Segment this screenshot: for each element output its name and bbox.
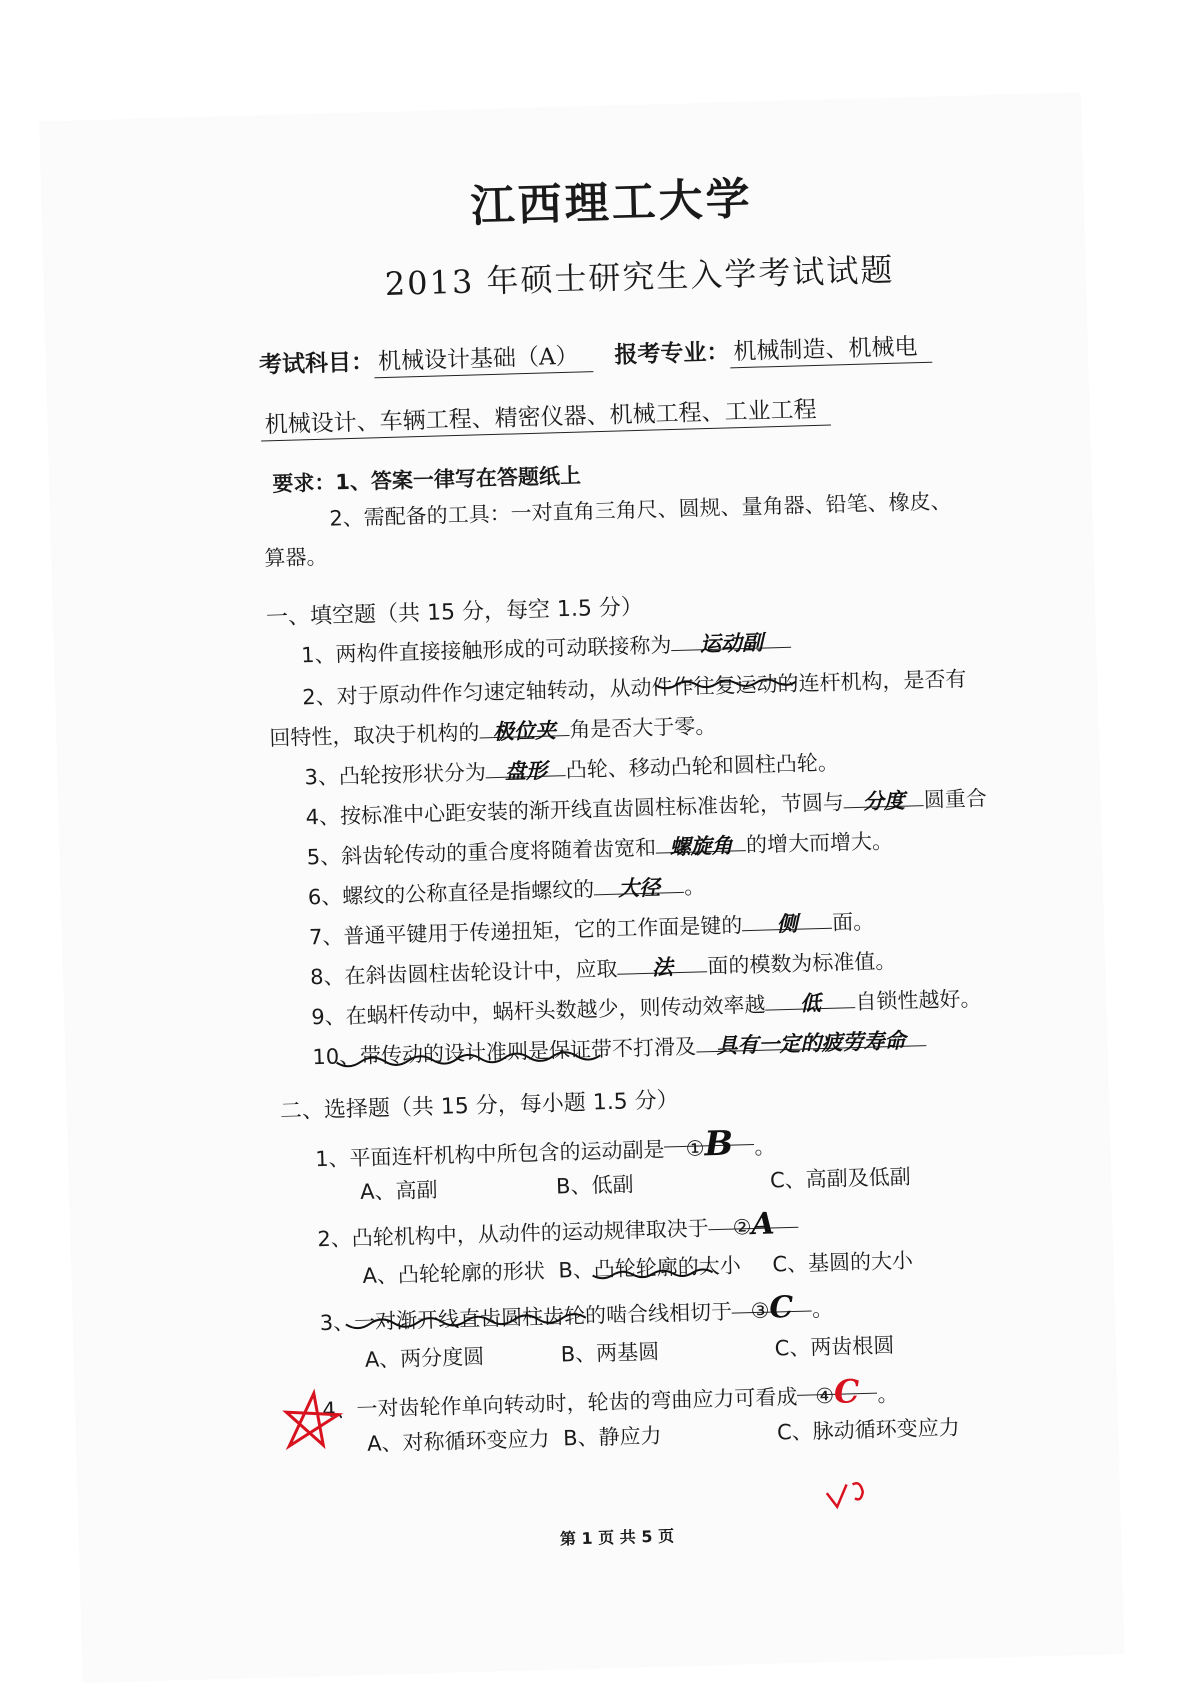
fill-question-5 [306, 825, 893, 871]
fill-question-8 [310, 945, 897, 991]
choice-tail: 。 [877, 1382, 899, 1407]
choice-tail: 。 [811, 1296, 834, 1322]
fill-question-text: 面。 [831, 909, 875, 935]
choice-blank [664, 1123, 755, 1165]
choice-question-3 [319, 1289, 833, 1337]
section1-heading: 一、填空题（共 15 分，每空 1.5 分） [265, 594, 644, 631]
choice-number: ① [685, 1136, 705, 1161]
section2-heading: 二、选择题（共 15 分，每小题 1.5 分） [279, 1088, 680, 1125]
choice-answer: B [703, 1123, 734, 1165]
fill-answer: 运动副 [671, 626, 792, 651]
fill-question-1 [301, 626, 792, 670]
choice-4-option-c: C、脉动循环变应力 [776, 1415, 961, 1445]
fill-question-text: 凸轮、移动凸轮和圆柱凸轮。 [565, 750, 840, 783]
choice-3-option-c: C、两齿根圆 [774, 1333, 895, 1361]
choice-stem: 2、凸轮机构中，从动件的运动规律取决于 [317, 1216, 710, 1252]
major-label: 报考专业： [614, 338, 730, 369]
fill-question-2 [302, 663, 967, 712]
fill-question-text: 。 [683, 874, 706, 899]
exam-page [40, 93, 1123, 1681]
choice-number: ③ [750, 1298, 770, 1324]
requirement-3: 算器。 [264, 544, 328, 571]
fill-question-text: 9、在蜗杆传动中，蜗杆头数越少，则传动效率越 [310, 992, 766, 1030]
choice-1-option-c: C、高副及低副 [769, 1164, 911, 1193]
fill-question-6 [307, 870, 705, 911]
choice-1-option-a: A、高副 [359, 1177, 438, 1204]
fill-answer: 法 [617, 950, 708, 975]
fill-answer: 分度 [843, 784, 924, 808]
choice-3-option-b: B、两基圆 [560, 1339, 660, 1367]
choice-blank [708, 1206, 799, 1243]
fill-answer: 螺旋角 [656, 829, 747, 854]
choice-answer: A [750, 1206, 776, 1243]
requirement-1: 要求：1、答案一律写在答题纸上 [272, 463, 582, 497]
choice-answer: C [833, 1372, 860, 1411]
page-number: 第 1 页 共 5 页 [559, 1526, 675, 1549]
fill-question-text: 自锁性越好。 [855, 986, 982, 1015]
university-title: 江西理工大学 [470, 173, 754, 233]
fill-answer: 盘形 [485, 754, 566, 778]
choice-blank [731, 1289, 812, 1326]
choice-4-option-b: B、静应力 [562, 1423, 662, 1451]
fill-answer: 低 [765, 986, 856, 1011]
choice-3-option-a: A、两分度圆 [364, 1344, 485, 1372]
fill-question-text: 7、普通平键用于传递扭矩，它的工作面是键的 [308, 913, 743, 950]
fill-question-4 [305, 782, 987, 831]
choice-2-option-b: B、凸轮轮廓的大小 [558, 1253, 742, 1283]
exam-title: 2013 年硕士研究生入学考试试题 [384, 250, 895, 303]
choice-stem: 4、一对齿轮作单向转动时，轮齿的弯曲应力可看成 [321, 1384, 798, 1423]
red-tick-icon [827, 1483, 864, 1507]
major-row-2 [260, 391, 831, 440]
choice-question-1 [315, 1122, 776, 1173]
fill-question-text: 圆重合 [923, 786, 988, 813]
requirement-2: 2、需配备的工具：一对直角三角尺、圆规、量角器、铅笔、橡皮、 [329, 489, 952, 531]
fill-answer: 具有一定的疲劳寿命 [696, 1024, 927, 1052]
subject-label: 考试科目： [258, 348, 375, 379]
choice-2-option-c: C、基圆的大小 [772, 1248, 914, 1277]
choice-4-option-a: A、对称循环变应力 [366, 1426, 550, 1456]
fill-question-text: 10、带传动的设计准则是保证带不打滑及 [312, 1034, 697, 1070]
fill-question-text: 3、凸轮按形状分为 [304, 760, 487, 790]
fill-question-text: 角是否大于零。 [569, 713, 717, 742]
choice-answer: C [768, 1289, 794, 1326]
major-value-line2: 机械设计、车辆工程、精密仪器、机械工程、工业工程 [260, 397, 831, 442]
choice-number: ④ [814, 1383, 835, 1409]
fill-question-text: 5、斜齿轮传动的重合度将随着齿宽和 [306, 835, 657, 870]
choice-number: ② [732, 1215, 752, 1240]
subject-row [259, 328, 932, 380]
fill-question-text: 6、螺纹的公称直径是指螺纹的 [307, 877, 595, 910]
choice-blank [797, 1372, 878, 1411]
fill-question-text: 2、对于原动件作匀速定轴转动，从动件作往复运动的连杆机构，是否有 [302, 666, 967, 710]
fill-question-3 [304, 746, 839, 791]
fill-question-text: 的增大而增大。 [745, 828, 894, 858]
choice-stem: 3、一对渐开线直齿圆柱齿轮的啮合线相切于 [319, 1299, 733, 1336]
choice-2-option-a: A、凸轮轮廓的形状 [362, 1258, 546, 1288]
choice-1-option-b: B、低副 [555, 1172, 634, 1199]
choice-stem: 1、平面连杆机构中所包含的运动副是 [314, 1137, 665, 1172]
choice-tail: 。 [754, 1134, 776, 1159]
fill-question-text: 8、在斜齿圆柱齿轮设计中，应取 [309, 956, 618, 990]
subject-value: 机械设计基础（A） [374, 343, 593, 378]
fill-question-text: 回特性，取决于机构的 [269, 720, 480, 751]
fill-question-9 [311, 983, 982, 1032]
fill-question-2-cont [269, 710, 717, 752]
fill-answer: 侧 [742, 907, 833, 932]
major-value-line1: 机械制造、机械电 [729, 334, 932, 369]
fill-question-text: 面的模数为标准值。 [707, 948, 897, 979]
fill-question-text: 1、两构件直接接触形成的可动联接称为 [300, 633, 672, 668]
fill-question-10 [312, 1024, 926, 1071]
fill-answer: 极位夹 [479, 714, 570, 739]
fill-answer: 大径 [594, 871, 685, 896]
choice-question-2 [317, 1206, 799, 1253]
fill-question-7 [309, 906, 875, 952]
fill-question-text: 4、按标准中心距安装的渐开线直齿圆柱标准齿轮，节圆与 [305, 790, 845, 830]
